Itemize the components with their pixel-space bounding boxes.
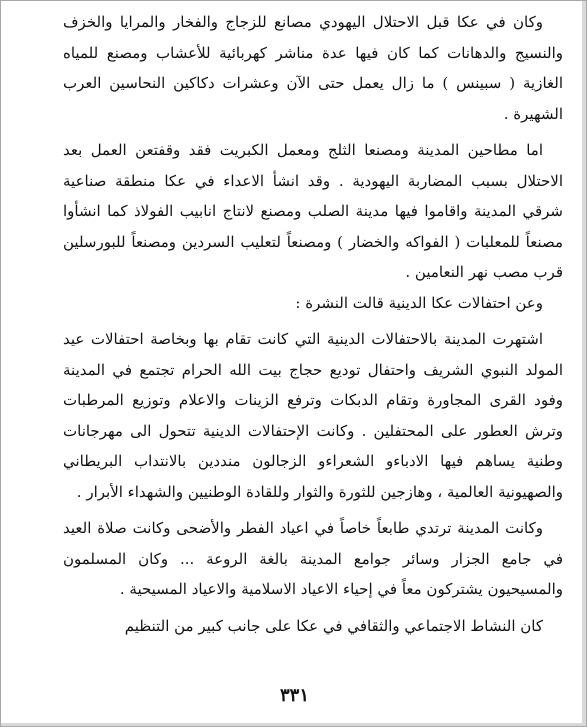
paragraph-industry-before-occupation: وكان في عكا قبل الاحتلال اليهودي مصانع للزجاج والفخار والمرايا والخزف والنسيج والدهانات كما كان فيها عدة مناشر كهربائية للأعشاب ومصنع للمياه الغازية ( سبينس ) ما زال يعمل حتى الآن وعشرات دكاكين النحاسين العرب الشهيرة . [63,13,563,123]
paragraph-religious-celebrations: اشتهرت المدينة بالاحتفالات الدينية التي كانت تقام بها وبخاصة احتفالات عيد المولد النبوي الشريف واحتفال توديع حجاج بيت الله الحرام تجتمع في المدينة وفود القرى المجاورة وتقام الدبكات وترفع الزينات والاعلام وتوزيع المرطبات وترش العطور على المحتفلين . وكانت الإحتفالات الدينية تتحول الى مهرجانات وطنية يساهم فيها الادباءو الشعراءو الزجالون منددين بالانتداب البريطاني والصهيونية العالمية ، وهازجين للثورة والثوار وللقادة الوطنيين والشهداء الأبرار . [63,330,563,501]
page-number: ٣٣١ [279,685,309,706]
frame-shadow-bottom [1,723,586,726]
paragraph-holidays: وكانت المدينة ترتدي طابعاً خاصاً في اعياد الفطر والأضحى وكانت صلاة العيد في جامع الجزار وسائر جوامع المدينة بالغة الروعة ... وكان المسلمون والمسيحيون يشتركون معاً في إحياء الاعياد الاسلامية والاعياد المسيحية . [63,519,563,598]
paragraph-religious-celebrations-intro: وعن احتفالات عكا الدينية قالت النشرة : [295,293,543,312]
frame-shadow-right [582,1,586,726]
paragraph-social-activity: كان النشاط الاجتماعي والثقافي في عكا على جانب كبير من التنظيم [124,616,543,635]
paragraph-industry-after-occupation: اما مطاحين المدينة ومصنعا الثلج ومعمل الكبريت فقد وقفتعن العمل بعد الاحتلال بسبب المضاربة اليهودية . وقد انشأ الاعداء في عكا منطقة صناعية شرقي المدينة واقاموا فيها مدينة الصلب ومصنع لانتاج انابيب الفولاذ كما انشأوا مصنعاً للمعلبات ( الفواكه والخضار ) ومصنعاً لتعليب السردين ومصنعاً للبورسلين قرب مصب نهر النعامين . [63,141,563,281]
page-text-block [63,7,563,641]
